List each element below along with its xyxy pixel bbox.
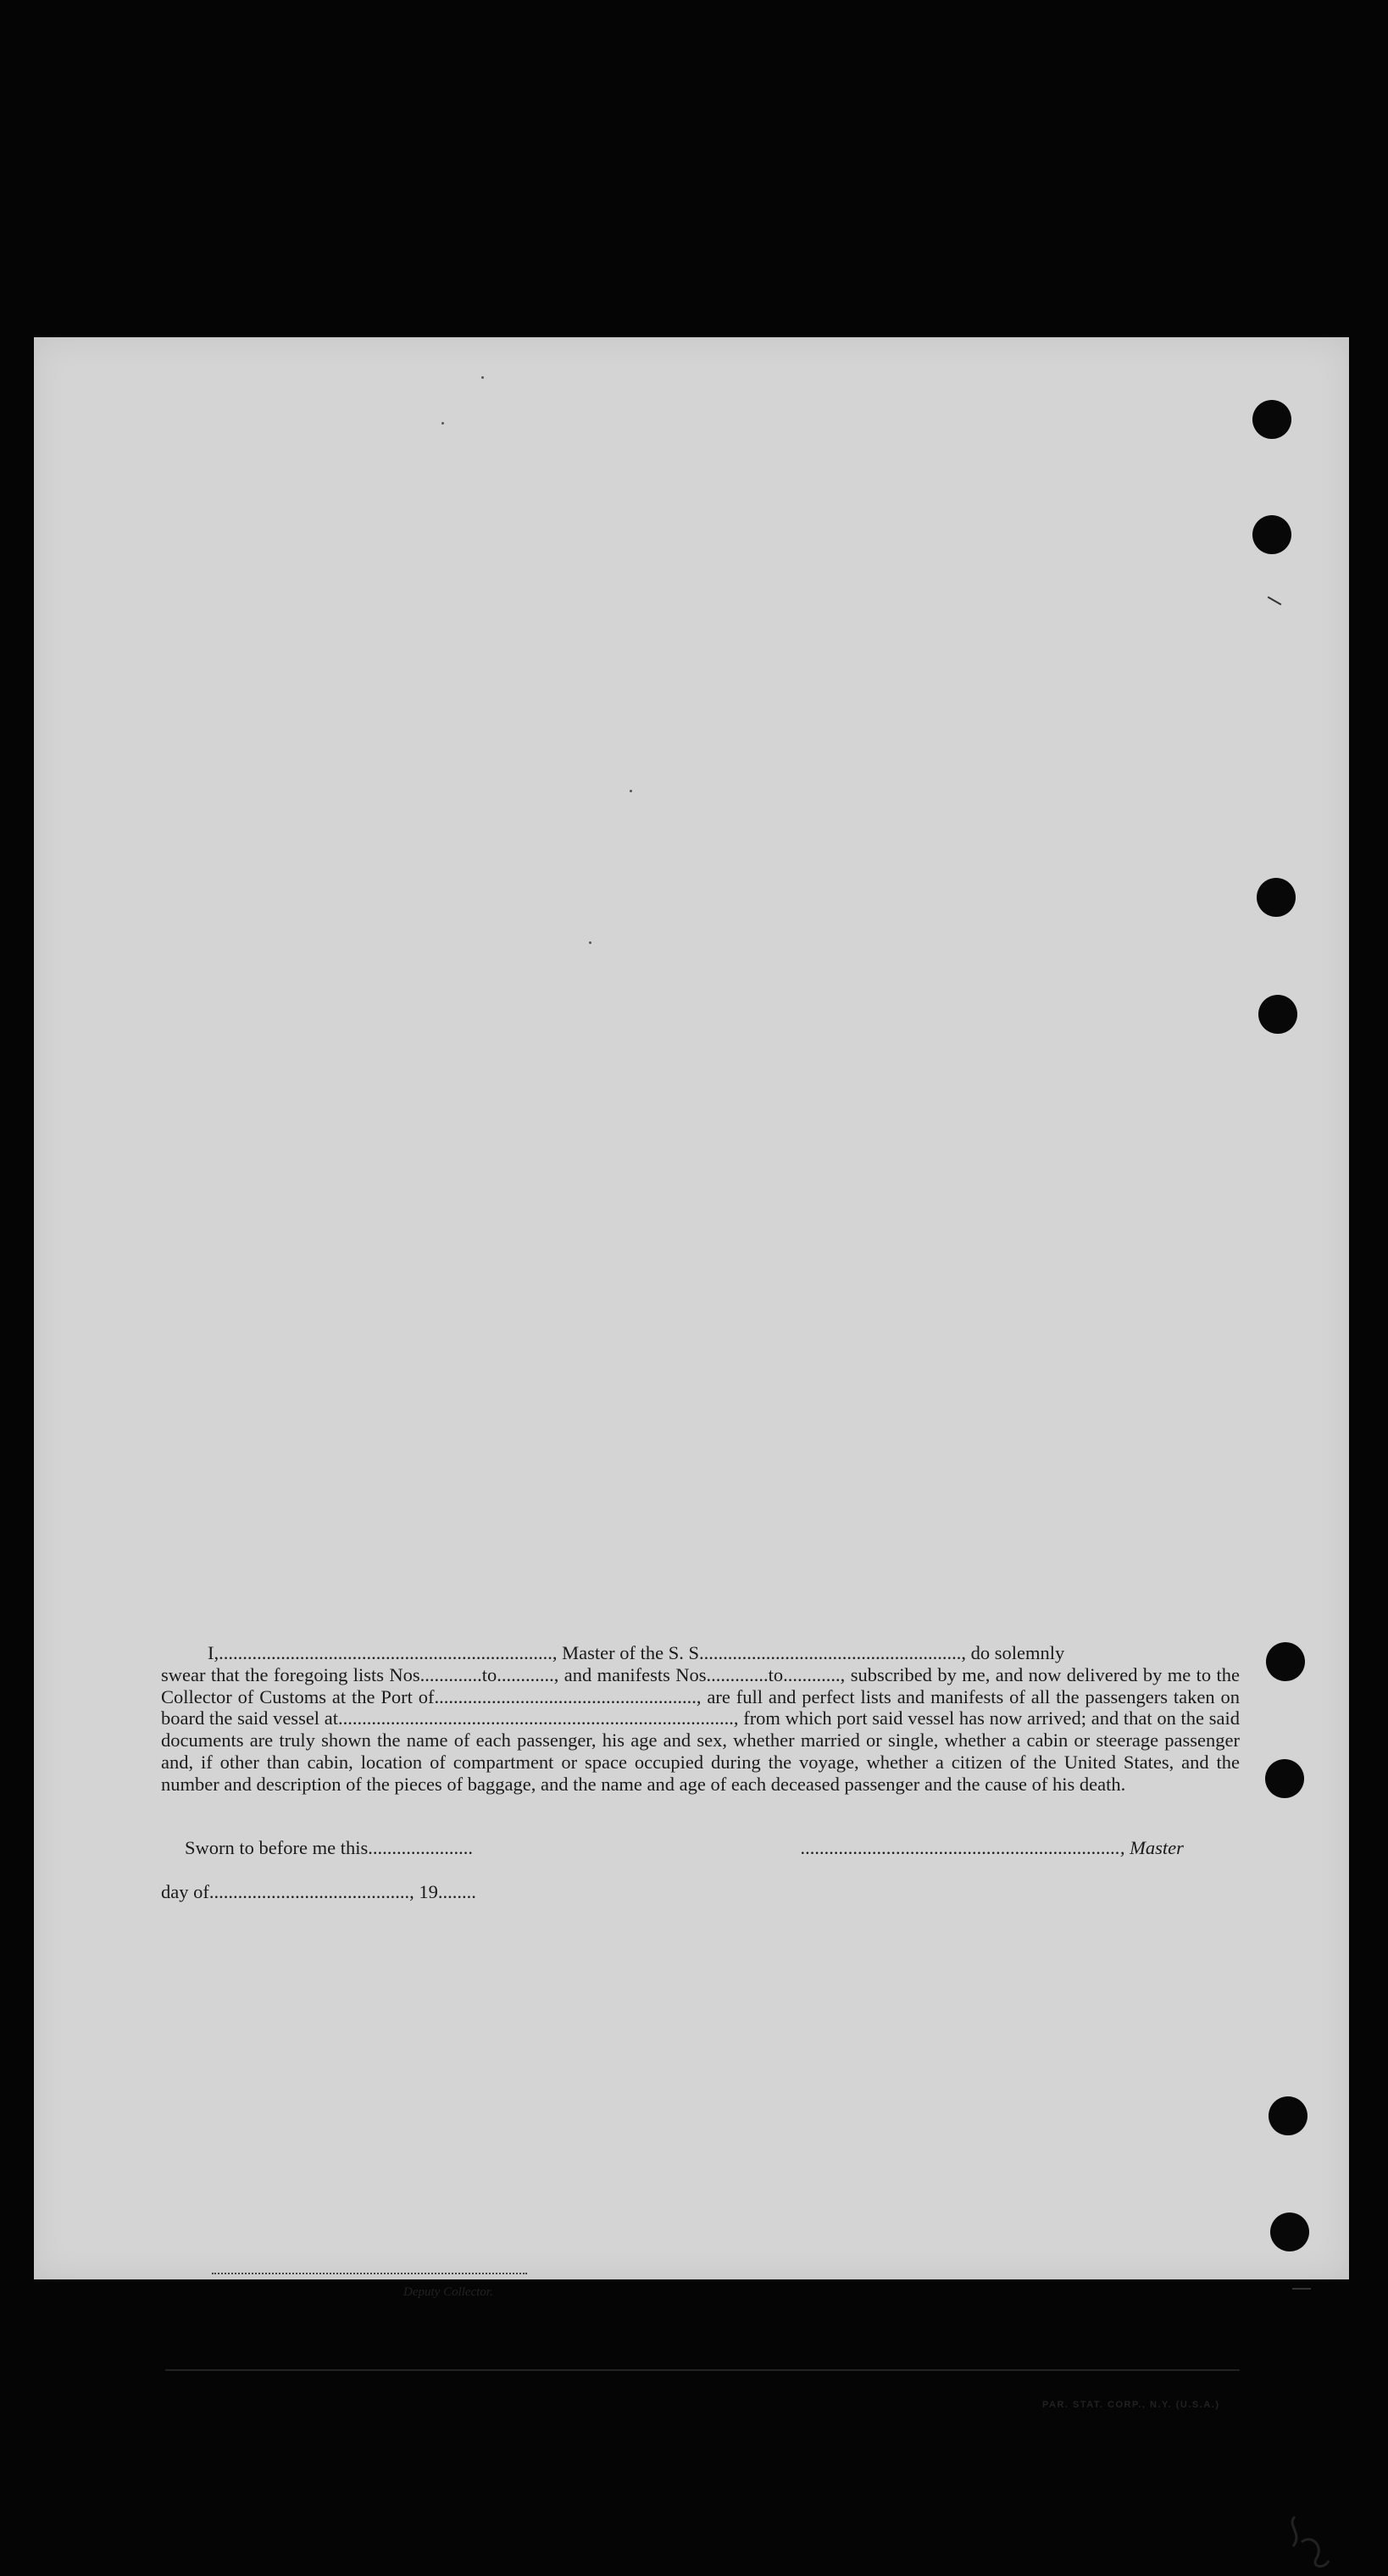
punch-hole <box>1257 878 1296 917</box>
punch-hole <box>1270 2212 1309 2251</box>
stray-mark <box>481 376 484 379</box>
day-of-text: day of.........................................., 19........ <box>161 1881 476 1902</box>
punch-hole <box>1258 995 1297 1034</box>
master-oath-paragraph <box>161 1642 1240 1796</box>
punch-hole <box>1265 1759 1304 1798</box>
stray-mark <box>630 790 632 792</box>
oath-body-text: swear that the foregoing lists Nos.............to............, and manifests Nos.............to............, subscribed by me, and now delivered by me to the Collector of Customs at the Port of......................................................., are full and perfect lists and manifests of all the passengers taken on board the said vessel at..................................................................................., from which port said vessel has now arrived; and that on the said documents are truly shown the name of each passenger, his age and sex, whether married or single, whether a cabin or steerage passenger and, if other than cabin, location of compartment or space occupied during the voyage, whether a citizen of the United States, and the number and description of the pieces of baggage, and the name and age of each deceased passenger and the cause of his death. <box>161 1663 1240 1795</box>
punch-hole <box>1266 1642 1305 1681</box>
deputy-signature-line <box>212 2273 527 2274</box>
horizontal-rule <box>165 2369 1240 2371</box>
handwritten-mark <box>1278 2508 1337 2576</box>
master-signature-line: ..................................................................., Master <box>801 1837 1184 1858</box>
punch-hole <box>1269 2096 1307 2135</box>
document-page <box>34 337 1349 2410</box>
punch-hole <box>1252 400 1291 439</box>
stray-mark <box>1292 2288 1311 2290</box>
do-solemnly-text: , do solemnly <box>961 1642 1065 1663</box>
printer-imprint: PAR. STAT. CORP., N.Y. (U.S.A.) <box>1042 2400 1220 2410</box>
stray-mark <box>589 941 591 944</box>
punch-hole <box>1252 515 1291 554</box>
ship-name-blank: ...................................................... <box>703 1642 962 1663</box>
oath-prefix: I, <box>208 1642 219 1663</box>
sworn-before-text: Sworn to before me this...................... <box>185 1837 473 1858</box>
master-of-ss-label: , Master of the S. S. <box>552 1642 704 1663</box>
stray-mark <box>1268 597 1282 606</box>
master-name-blank: ...................................................................... <box>219 1642 552 1663</box>
deputy-collector-label: Deputy Collector. <box>403 2285 493 2299</box>
stray-mark <box>441 422 444 425</box>
